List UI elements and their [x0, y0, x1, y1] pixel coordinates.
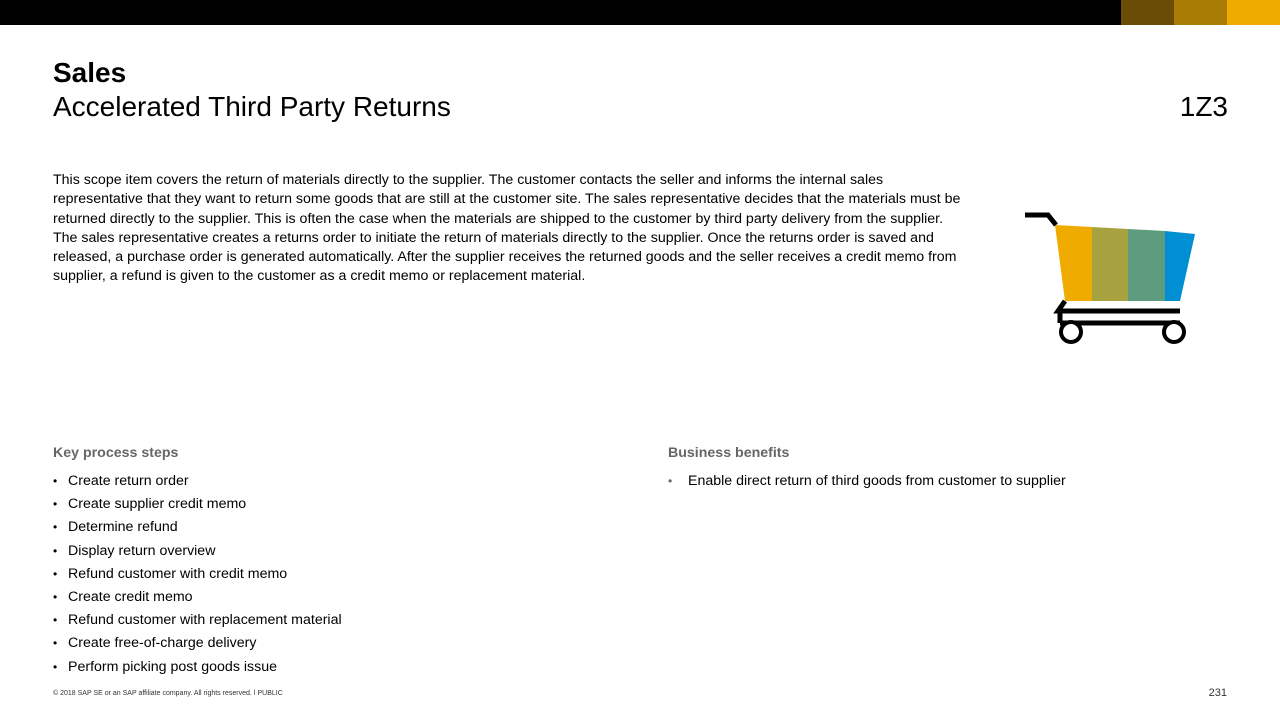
cart-stripe-4 [1165, 231, 1195, 301]
subtitle-row [53, 90, 1228, 124]
section-title: Sales [53, 57, 127, 88]
key-process-steps [53, 444, 613, 679]
scope-item-code: 1Z3 [1179, 91, 1228, 122]
key-step-item: • Create return order [53, 470, 613, 493]
cart-stripe-3 [1128, 229, 1165, 301]
top-bar [0, 0, 1280, 25]
cart-stripe-2 [1092, 227, 1128, 301]
cart-frame [1058, 301, 1180, 323]
shopping-cart-icon [1020, 205, 1200, 350]
description-text: This scope item covers the return of materials directly to the supplier. The customer contacts the seller and informs the internal sales representative that they want to return some goods that are still at the customer site. The sales representative decides that the materials must be returned directly to the supplier. This is often the case when the materials are shipped to the customer by third party delivery from the supplier. The sales representative creates a returns order to initiate the return of materials directly to the supplier. Once the returns order is saved and released, a purchase order is generated automatically. After the supplier receives the returned goods and the seller receives a credit memo from supplier, a refund is given to the customer as a credit memo or replacement material. [53, 172, 961, 285]
key-step-item: • Create free-of-charge delivery [53, 632, 613, 655]
cart-wheel-left [1061, 322, 1081, 342]
accent-block-mid [1174, 0, 1227, 25]
cart-handle [1025, 215, 1056, 225]
key-step-item: • Determine refund [53, 516, 613, 539]
benefits-heading: Business benefits [668, 445, 790, 461]
copyright-notice: © 2018 SAP SE or an SAP affiliate company. All rights reserved. ǀ PUBLIC [53, 690, 283, 697]
key-step-item: • Perform picking post goods issue [53, 656, 613, 679]
business-benefits [668, 444, 1228, 493]
key-step-item: • Refund customer with credit memo [53, 563, 613, 586]
cart-wheel-right [1164, 322, 1184, 342]
accent-block-light [1227, 0, 1280, 25]
cart-stripe-1 [1055, 225, 1092, 301]
key-steps-list [53, 470, 613, 679]
title-area [53, 56, 1228, 124]
key-steps-heading: Key process steps [53, 445, 179, 461]
key-step-item: • Refund customer with replacement material [53, 609, 613, 632]
page-number: 231 [1208, 687, 1227, 699]
benefit-item: • Enable direct return of third goods from customer to supplier [668, 470, 1228, 493]
key-step-item: • Display return overview [53, 540, 613, 563]
page-title: Accelerated Third Party Returns [53, 91, 451, 122]
key-step-item: • Create credit memo [53, 586, 613, 609]
accent-block-dark [1121, 0, 1174, 25]
benefits-list [668, 470, 1228, 493]
key-step-item: • Create supplier credit memo [53, 493, 613, 516]
